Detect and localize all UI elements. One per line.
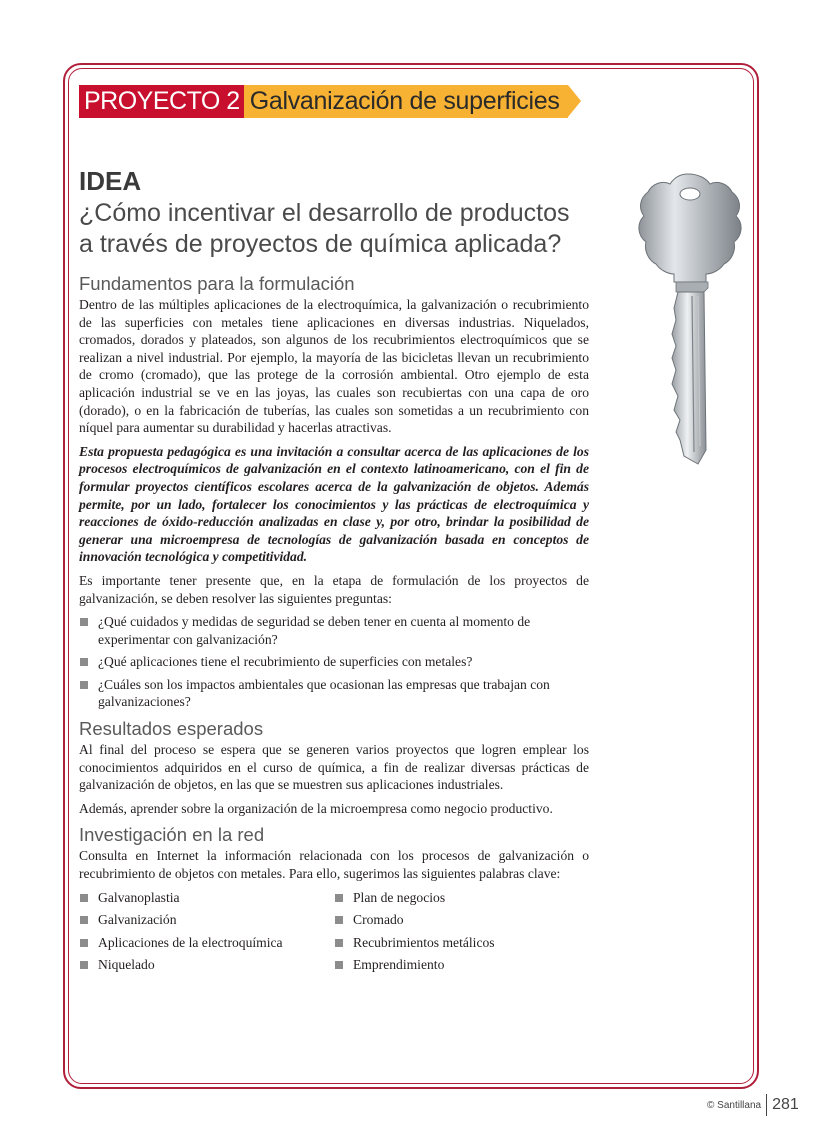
- project-label: PROYECTO 2: [79, 85, 244, 118]
- idea-question-line2: a través de proyectos de química aplicada?: [79, 230, 562, 258]
- fundamentos-paragraph-3: Es importante tener presente que, en la etapa de formulación de los proyectos de galvanización, se deben resolver las siguientes preguntas:: [79, 572, 589, 606]
- fundamentos-heading: Fundamentos para la formulación: [79, 273, 355, 294]
- list-item: [79, 676, 589, 711]
- square-bullet-icon: [80, 939, 88, 947]
- square-bullet-icon: [335, 939, 343, 947]
- square-bullet-icon: [80, 961, 88, 969]
- investigacion-paragraph-1: Consulta en Internet la información relacionada con los procesos de galvanización o recubrimiento de objetos con metales. Para ello, sugerimos las siguientes palabras clave:: [79, 848, 589, 882]
- square-bullet-icon: [80, 916, 88, 924]
- keyword-item: [79, 911, 334, 929]
- copyright-text: © Santillana: [707, 1099, 762, 1111]
- square-bullet-icon: [80, 681, 88, 689]
- keyword-text: Emprendimiento: [353, 957, 445, 973]
- main-content: [79, 165, 589, 979]
- square-bullet-icon: [335, 961, 343, 969]
- question-text: ¿Qué aplicaciones tiene el recubrimiento de superficies con metales?: [98, 654, 473, 670]
- square-bullet-icon: [80, 894, 88, 902]
- fundamentos-paragraph-2: Esta propuesta pedagógica es una invitación a consultar acerca de las aplicaciones de los procesos electroquímicos de galvanización en el contexto latinoamericano, con el fin de formular proyectos científicos escolares acerca de la galvanización de objetos. Además permite, por un lado, fortalecer los conocimientos y las prácticas de electroquímica y reacciones de óxido-reducción analizadas en clase y, por otro, brindar la posibilidad de generar una microempresa de tecnologías de galvanización basada en conceptos de innovación tecnológica y competitividad.: [79, 443, 589, 565]
- keywords-column-left: [79, 889, 334, 979]
- keyword-item: [334, 889, 589, 907]
- keyword-item: [334, 911, 589, 929]
- project-title: Galvanización de superficies: [244, 85, 568, 118]
- fundamentos-paragraph-1: Dentro de las múltiples aplicaciones de la electroquímica, la galvanización o recubrimiento de las superficies con metales tiene aplicaciones en diversas industrias. Niquelados, cromados, dorados y plateados, son algunos de los recubrimientos electroquímicos que se realizan a nivel industrial. Por ejemplo, la mayoría de las bicicletas llevan un recubrimiento de cromo (cromado), que las protege de la corrosión ambiental. Otro ejemplo de esta aplicación industrial se ve en las joyas, las cuales son recubiertas con una capa de oro (dorado), o en la fabricación de tuberías, las cuales son sometidas a un recubrimiento con níquel para aumentar su durabilidad y hacerlas atractivas.: [79, 297, 589, 436]
- footer-divider: [766, 1094, 767, 1116]
- page-footer: [707, 1094, 799, 1116]
- keyword-item: [334, 934, 589, 952]
- keyword-text: Niquelado: [98, 957, 155, 973]
- keyword-item: [334, 956, 589, 974]
- keywords-list: [79, 889, 589, 979]
- keyword-item: [79, 956, 334, 974]
- keyword-text: Galvanoplastia: [98, 889, 180, 905]
- key-photo-icon: [636, 170, 751, 468]
- keyword-item: [79, 934, 334, 952]
- keywords-column-right: [334, 889, 589, 979]
- resultados-heading: Resultados esperados: [79, 718, 264, 740]
- keyword-text: Plan de negocios: [353, 889, 446, 905]
- page-number: 281: [772, 1096, 799, 1113]
- keyword-text: Aplicaciones de la electroquímica: [98, 934, 283, 950]
- keyword-text: Cromado: [353, 912, 404, 928]
- resultados-paragraph-1: Al final del proceso se espera que se generen varios proyectos que logren emplear los conocimientos adquiridos en el curso de química, a fin de realizar diversas prácticas de galvanización de objetos, en las que se muestren sus aplicaciones industriales.: [79, 742, 589, 793]
- square-bullet-icon: [335, 916, 343, 924]
- question-text: ¿Cuáles son los impactos ambientales que ocasionan las empresas que trabajan con galvanizaciones?: [98, 676, 550, 710]
- keyword-text: Galvanización: [98, 912, 177, 928]
- square-bullet-icon: [80, 658, 88, 666]
- questions-list: [79, 613, 589, 711]
- idea-heading: IDEA: [79, 166, 142, 196]
- list-item: [79, 613, 589, 648]
- list-item: [79, 653, 589, 671]
- square-bullet-icon: [80, 618, 88, 626]
- resultados-paragraph-2: Además, aprender sobre la organización de la microempresa como negocio productivo.: [79, 800, 553, 816]
- keyword-item: [79, 889, 334, 907]
- project-banner: [79, 85, 568, 118]
- idea-question: [79, 198, 589, 260]
- question-text: ¿Qué cuidados y medidas de seguridad se deben tener en cuenta al momento de experimentar con galvanización?: [98, 614, 531, 647]
- square-bullet-icon: [335, 894, 343, 902]
- idea-question-line1: ¿Cómo incentivar el desarrollo de productos: [79, 199, 570, 227]
- investigacion-heading: Investigación en la red: [79, 824, 265, 846]
- keyword-text: Recubrimientos metálicos: [353, 934, 495, 950]
